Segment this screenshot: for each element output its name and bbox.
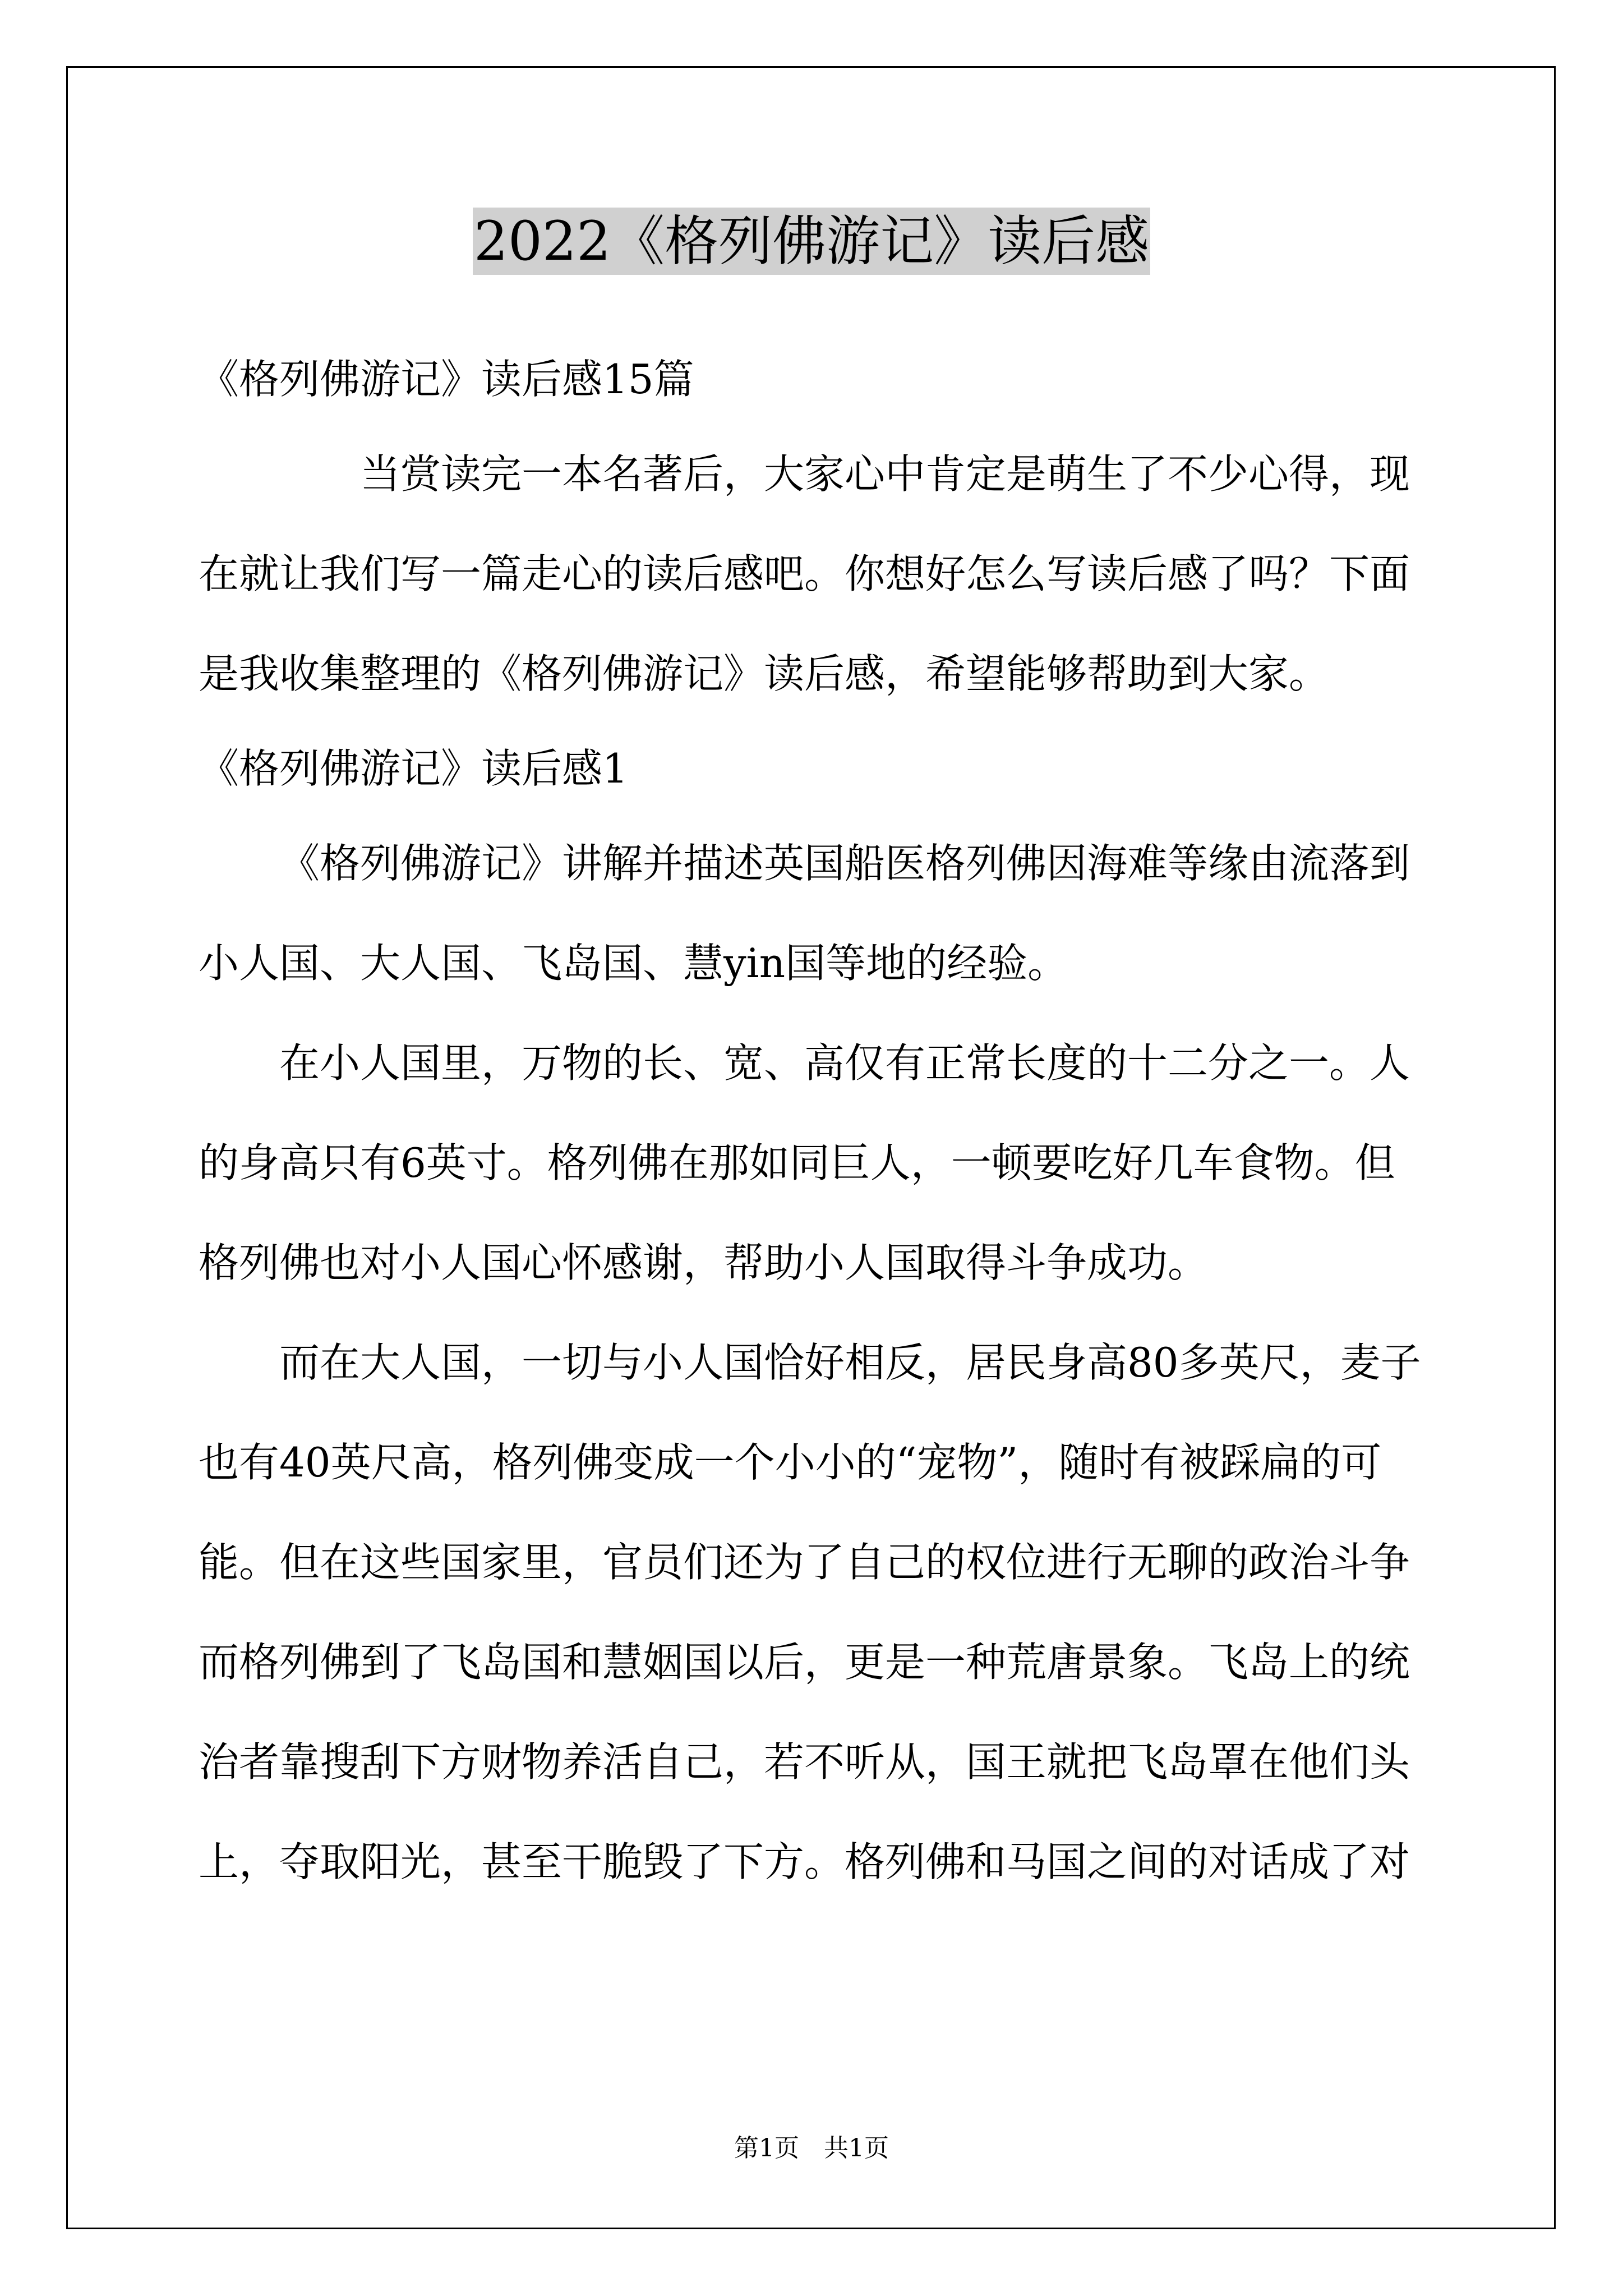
document-title-block <box>0 202 1623 280</box>
document-body <box>199 334 1432 1912</box>
paragraph: 而在大人国，一切与小人国恰好相反，居民身高80多英尺，麦子也有40英尺高，格列佛变成一个小小的“宠物”，随时有被踩扁的可能。但在这些国家里，官员们还为了自己的权位进行无聊的政治斗争而格列佛到了飞岛国和慧姻国以后，更是一种荒唐景象。飞岛上的统治者靠搜刮下方财物养活自己，若不听从，国王就把飞岛罩在他们头上，夺取阳光，甚至干脆毁了下方。格列佛和马国之间的对话成了对 <box>199 1339 1421 1885</box>
intro-paragraph: 当赏读完一本名著后，大家心中肯定是萌生了不少心得，现在就让我们写一篇走心的读后感吧。你想好怎么写读后感了吗？下面是我收集整理的《格列佛游记》读后感，希望能够帮助到大家。 <box>199 450 1410 697</box>
page-footer: 第1页 共1页 <box>734 2134 889 2162</box>
document-title: 2022《格列佛游记》读后感 <box>473 208 1150 275</box>
section-heading: 《格列佛游记》读后感1 <box>199 745 628 792</box>
paragraph: 在小人国里，万物的长、宽、高仅有正常长度的十二分之一。人的身高只有6英寸。格列佛在那如同巨人，一顿要吃好几车食物。但格列佛也对小人国心怀感谢，帮助小人国取得斗争成功。 <box>199 1039 1410 1286</box>
subtitle: 《格列佛游记》读后感15篇 <box>199 356 694 403</box>
paragraph: 《格列佛游记》讲解并描述英国船医格列佛因海难等缘由流落到小人国、大人国、飞岛国、慧yin国等地的经验。 <box>199 840 1410 987</box>
